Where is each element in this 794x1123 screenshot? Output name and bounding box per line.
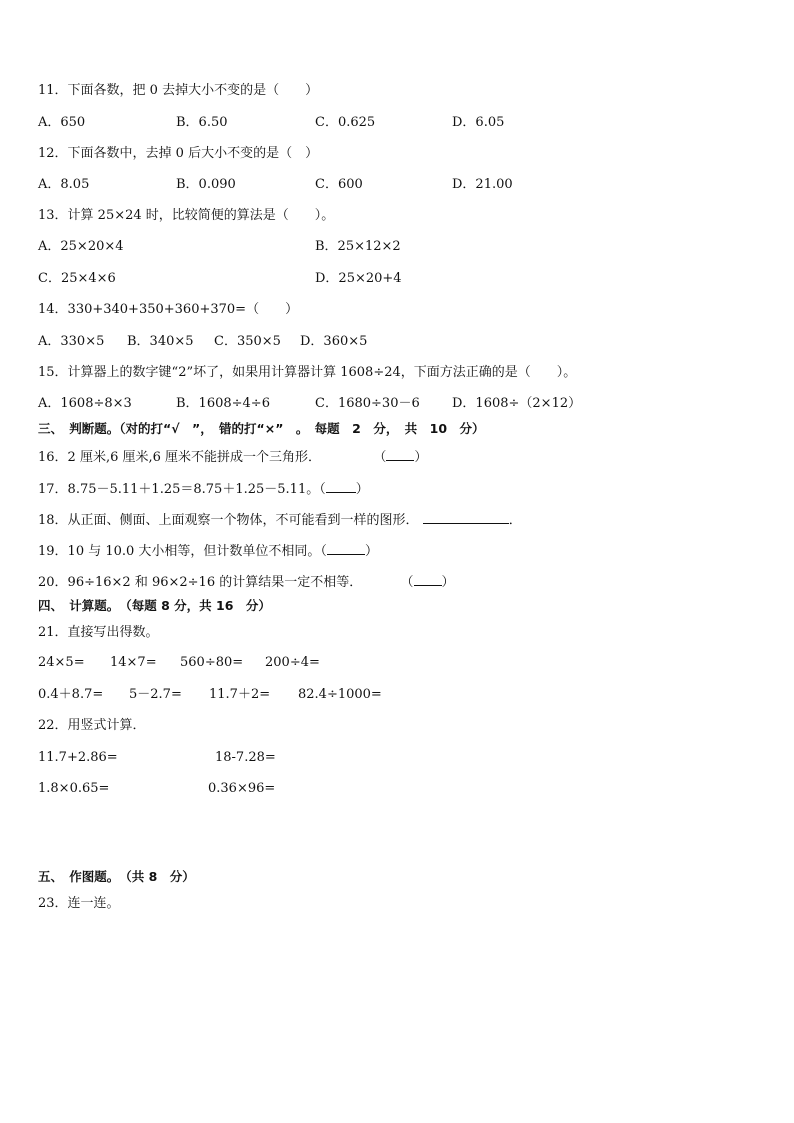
q21-item: 11.7＋2= bbox=[209, 687, 271, 702]
q19-answer-blank[interactable] bbox=[327, 542, 365, 555]
question-13-stem: 13．计算 25×24 时，比较简便的算法是（ ）。 bbox=[38, 208, 335, 223]
q18-period: ． bbox=[508, 513, 522, 528]
q17-paren-close: ） bbox=[355, 482, 369, 497]
question-19 bbox=[38, 542, 378, 560]
q11-option-c: C．0.625 bbox=[315, 115, 376, 130]
q13-option-d: D．25×20+4 bbox=[315, 271, 402, 286]
q20-stem: 20．96÷16×2 和 96×2÷16 的计算结果一定不相等． bbox=[38, 575, 363, 590]
question-12-stem: 12．下面各数中，去掉 0 后大小不变的是（ ） bbox=[38, 146, 319, 161]
question-16 bbox=[38, 448, 427, 466]
q13-option-b: B．25×12×2 bbox=[315, 239, 401, 254]
q15-option-d: D．1608÷（2×12） bbox=[452, 396, 582, 411]
q21-item: 14×7= bbox=[110, 655, 157, 670]
q20-paren-open: （ bbox=[400, 575, 414, 590]
section-3-heading: 三、 判断题。（对的打“√ ”， 错的打“×” 。 每题 2 分， 共 10 分） bbox=[38, 421, 485, 436]
q12-option-b: B．0.090 bbox=[176, 177, 236, 192]
q15-option-c: C．1680÷30－6 bbox=[315, 396, 420, 411]
question-14-stem: 14．330+340+350+360+370=（ ） bbox=[38, 302, 299, 317]
q21-item: 24×5= bbox=[38, 655, 85, 670]
q22-item: 0.36×96= bbox=[208, 781, 276, 796]
question-18 bbox=[38, 511, 522, 529]
q11-option-b: B．6.50 bbox=[176, 115, 228, 130]
q17-answer-blank[interactable] bbox=[326, 480, 356, 493]
q16-paren-close: ） bbox=[414, 450, 428, 465]
q21-item: 5－2.7= bbox=[129, 687, 182, 702]
question-17 bbox=[38, 480, 369, 498]
q21-item: 200÷4= bbox=[265, 655, 320, 670]
question-23-stem: 23．连一连。 bbox=[38, 896, 120, 911]
question-15-stem: 15．计算器上的数字键“2”坏了，如果用计算器计算 1608÷24，下面方法正确的是（ ）。 bbox=[38, 365, 577, 380]
q22-item: 1.8×0.65= bbox=[38, 781, 110, 796]
q22-item: 18-7.28= bbox=[215, 750, 276, 765]
q13-option-a: A．25×20×4 bbox=[38, 239, 124, 254]
q16-paren-open: （ bbox=[373, 450, 387, 465]
q17-stem: 17．8.75－5.11＋1.25＝8.75＋1.25－5.11。（ bbox=[38, 482, 326, 497]
q11-option-d: D．6.05 bbox=[452, 115, 505, 130]
q14-option-b: B．340×5 bbox=[127, 334, 194, 349]
section-5-heading: 五、 作图题。 （共 8 分） bbox=[38, 869, 195, 884]
section-4-heading: 四、 计算题。 （每题 8 分，共 16 分） bbox=[38, 598, 271, 613]
q14-option-c: C．350×5 bbox=[214, 334, 281, 349]
question-22-stem: 22．用竖式计算． bbox=[38, 718, 146, 733]
q19-paren-close: ） bbox=[364, 544, 378, 559]
q13-option-c: C．25×4×6 bbox=[38, 271, 116, 286]
q12-option-a: A．8.05 bbox=[38, 177, 90, 192]
q14-option-a: A．330×5 bbox=[38, 334, 105, 349]
q21-item: 0.4＋8.7= bbox=[38, 687, 104, 702]
q18-stem: 18．从正面、侧面、上面观察一个物体，不可能看到一样的图形． bbox=[38, 513, 419, 528]
q18-answer-blank[interactable] bbox=[423, 511, 509, 524]
q19-stem: 19．10 与 10.0 大小相等，但计数单位不相同。（ bbox=[38, 544, 327, 559]
q16-answer-blank[interactable] bbox=[386, 448, 414, 461]
question-11-stem: 11．下面各数，把 0 去掉大小不变的是（ ） bbox=[38, 83, 319, 98]
q20-paren-close: ） bbox=[441, 575, 455, 590]
q11-option-a: A．650 bbox=[38, 115, 86, 130]
question-21-stem: 21．直接写出得数。 bbox=[38, 625, 159, 640]
q15-option-a: A．1608÷8×3 bbox=[38, 396, 132, 411]
q12-option-c: C．600 bbox=[315, 177, 363, 192]
q20-answer-blank[interactable] bbox=[414, 573, 442, 586]
question-20 bbox=[38, 573, 455, 591]
q21-item: 82.4÷1000= bbox=[298, 687, 382, 702]
q21-item: 560÷80= bbox=[180, 655, 244, 670]
q22-item: 11.7+2.86= bbox=[38, 750, 118, 765]
q14-option-d: D．360×5 bbox=[300, 334, 368, 349]
q16-stem: 16．2 厘米,6 厘米,6 厘米不能拼成一个三角形． bbox=[38, 450, 322, 465]
q15-option-b: B．1608÷4÷6 bbox=[176, 396, 270, 411]
q12-option-d: D．21.00 bbox=[452, 177, 513, 192]
